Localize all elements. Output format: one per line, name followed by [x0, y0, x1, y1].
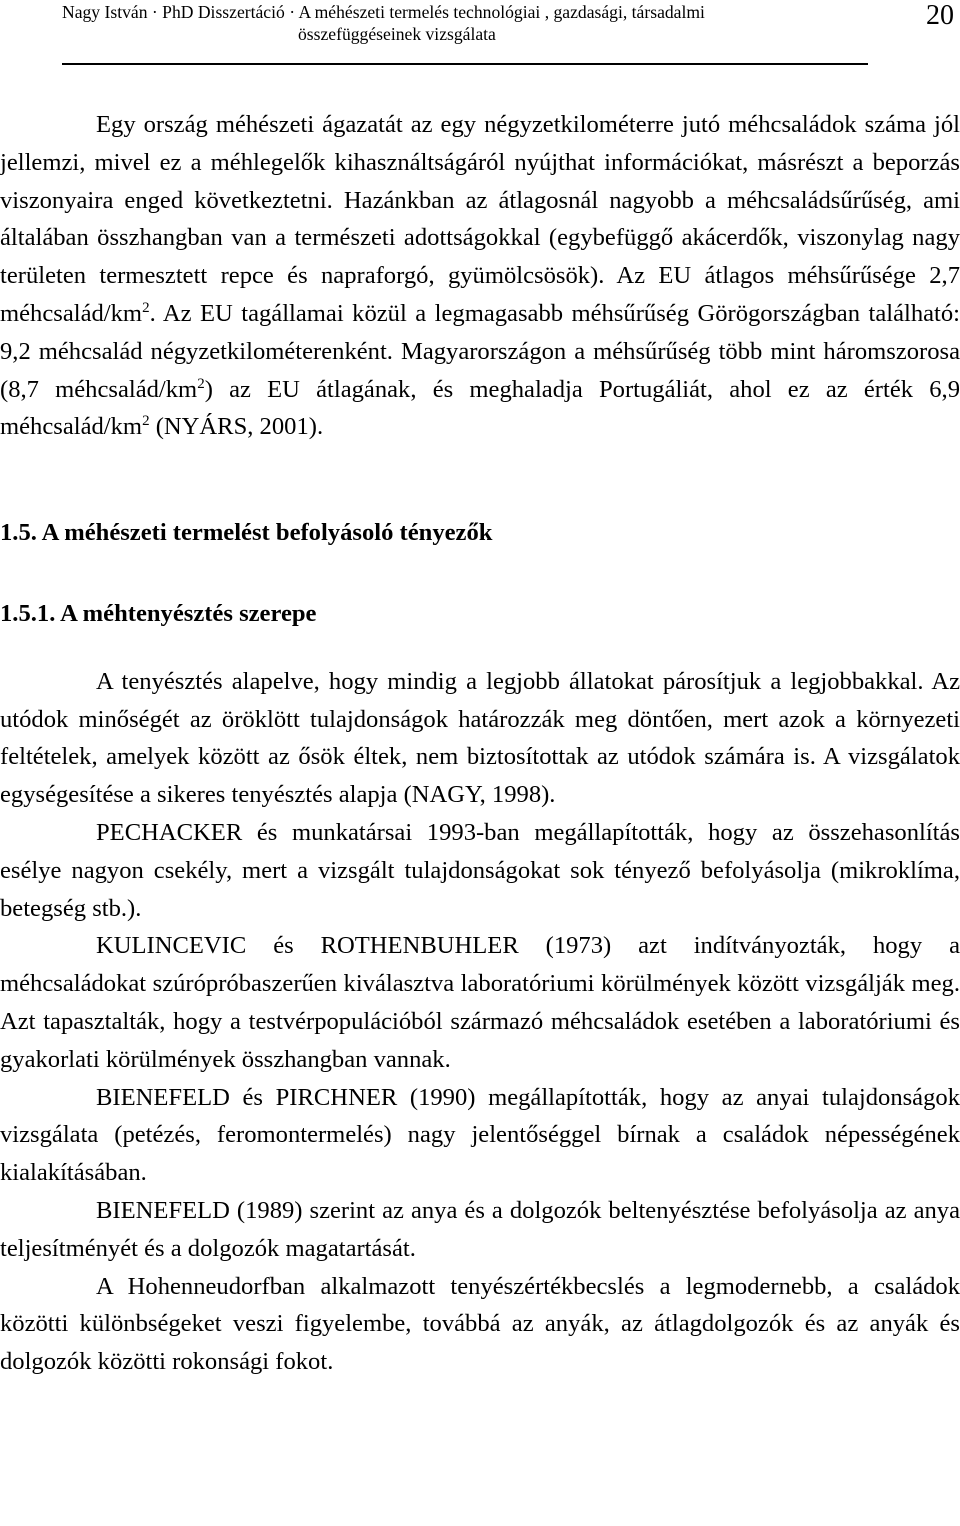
spacer: [0, 446, 960, 514]
header-divider: [62, 63, 868, 65]
intro-text-2: . Az EU tagállamai közül a legmagasabb méhsűrűség Görögországban található: 9,2 méhcsalád négyzetkilométerenként. Magyarországon a méhsűrűség több mint háromszorosa (8,7 méhcsalád/km: [0, 299, 960, 403]
header-title-line1: Nagy István · PhD Disszertáció · A méhészeti termelés technológiai , gazdasági, társadalmi: [62, 2, 705, 22]
intro-text-3: ) az EU átlagának, és meghaladja Portugáliát, ahol ez az érték 6,9 méhcsalád/km: [0, 375, 960, 441]
body-paragraph: A tenyésztés alapelve, hogy mindig a legjobb állatokat párosítjuk a legjobbakkal. Az utódok minőségét az öröklött tulajdonságok határozzák meg döntően, mert azok a környezeti feltételek, amelyek között az ősök éltek, nem biztosítottak az utódok számára is. A vizsgálatok egységesítése a sikeres tenyésztés alapja (NAGY, 1998).: [0, 667, 960, 809]
body-paragraph: PECHACKER és munkatársai 1993-ban megállapították, hogy az összehasonlítás esélye nagyon csekély, mert a vizsgált tulajdonságokat sok tényező befolyásolja (mikroklíma, betegség stb.).: [0, 818, 960, 922]
superscript-2: 2: [142, 413, 150, 430]
body-paragraph: BIENEFELD (1989) szerint az anya és a dolgozók beltenyésztése befolyásolja az anya teljesítményét és a dolgozók magatartását.: [0, 1196, 960, 1262]
spacer: [0, 633, 960, 663]
intro-text-1: Egy ország méhészeti ágazatát az egy négyzetkilométerre jutó méhcsaládok száma jól jellemzi, mivel ez a méhlegelők kihasználtságáról nyújthat információkat, másrészt a beporzás viszonyaira enged következtetni. Hazánkban az átlagosnál nagyobb a méhcsaládsűrűség, ami általában összhangban van a természeti adottságokkal (egybefüggő akácerdők, viszonylag nagy területen termesztett repce és napraforgó, gyümölcsösök). Az EU átlagos méhsűrűsége 2,7 méhcsalád/km: [0, 111, 960, 327]
superscript-2: 2: [142, 299, 150, 316]
body-paragraph: A Hohenneudorfban alkalmazott tenyészértékbecslés a legmodernebb, a családok közötti különbségeket veszi figyelembe, továbbá az anyák, az átlagdolgozók és az anyák és dolgozók közötti rokonsági fokot.: [0, 1272, 960, 1376]
page-number: 20: [926, 0, 954, 31]
section-heading: 1.5. A méhészeti termelést befolyásoló tényezők: [0, 519, 493, 547]
subsection-heading: 1.5.1. A méhtenyésztés szerepe: [0, 599, 317, 627]
intro-text-4: (NYÁRS, 2001).: [149, 413, 324, 441]
body-paragraph: BIENEFELD és PIRCHNER (1990) megállapították, hogy az anyai tulajdonságok vizsgálata (petézés, feromontermelés) nagy jelentőséggel bírnak a családok népességének kialakításában.: [0, 1083, 960, 1187]
superscript-2: 2: [197, 375, 205, 392]
header-title-line2: összefüggéseinek vizsgálata: [298, 24, 496, 44]
page-body: [0, 106, 960, 1381]
spacer: [0, 552, 960, 595]
body-paragraph: KULINCEVIC és ROTHENBUHLER (1973) azt indítványozták, hogy a méhcsaládokat szúrópróbaszerűen kiválasztva laboratóriumi körülmények között vizsgálják meg. Azt tapasztalták, hogy a testvérpopulációból származó méhcsaládok esetében a laboratóriumi és gyakorlati körülmények összhangban vannak.: [0, 932, 960, 1073]
intro-paragraph: [0, 106, 960, 446]
running-header: [0, 0, 960, 66]
